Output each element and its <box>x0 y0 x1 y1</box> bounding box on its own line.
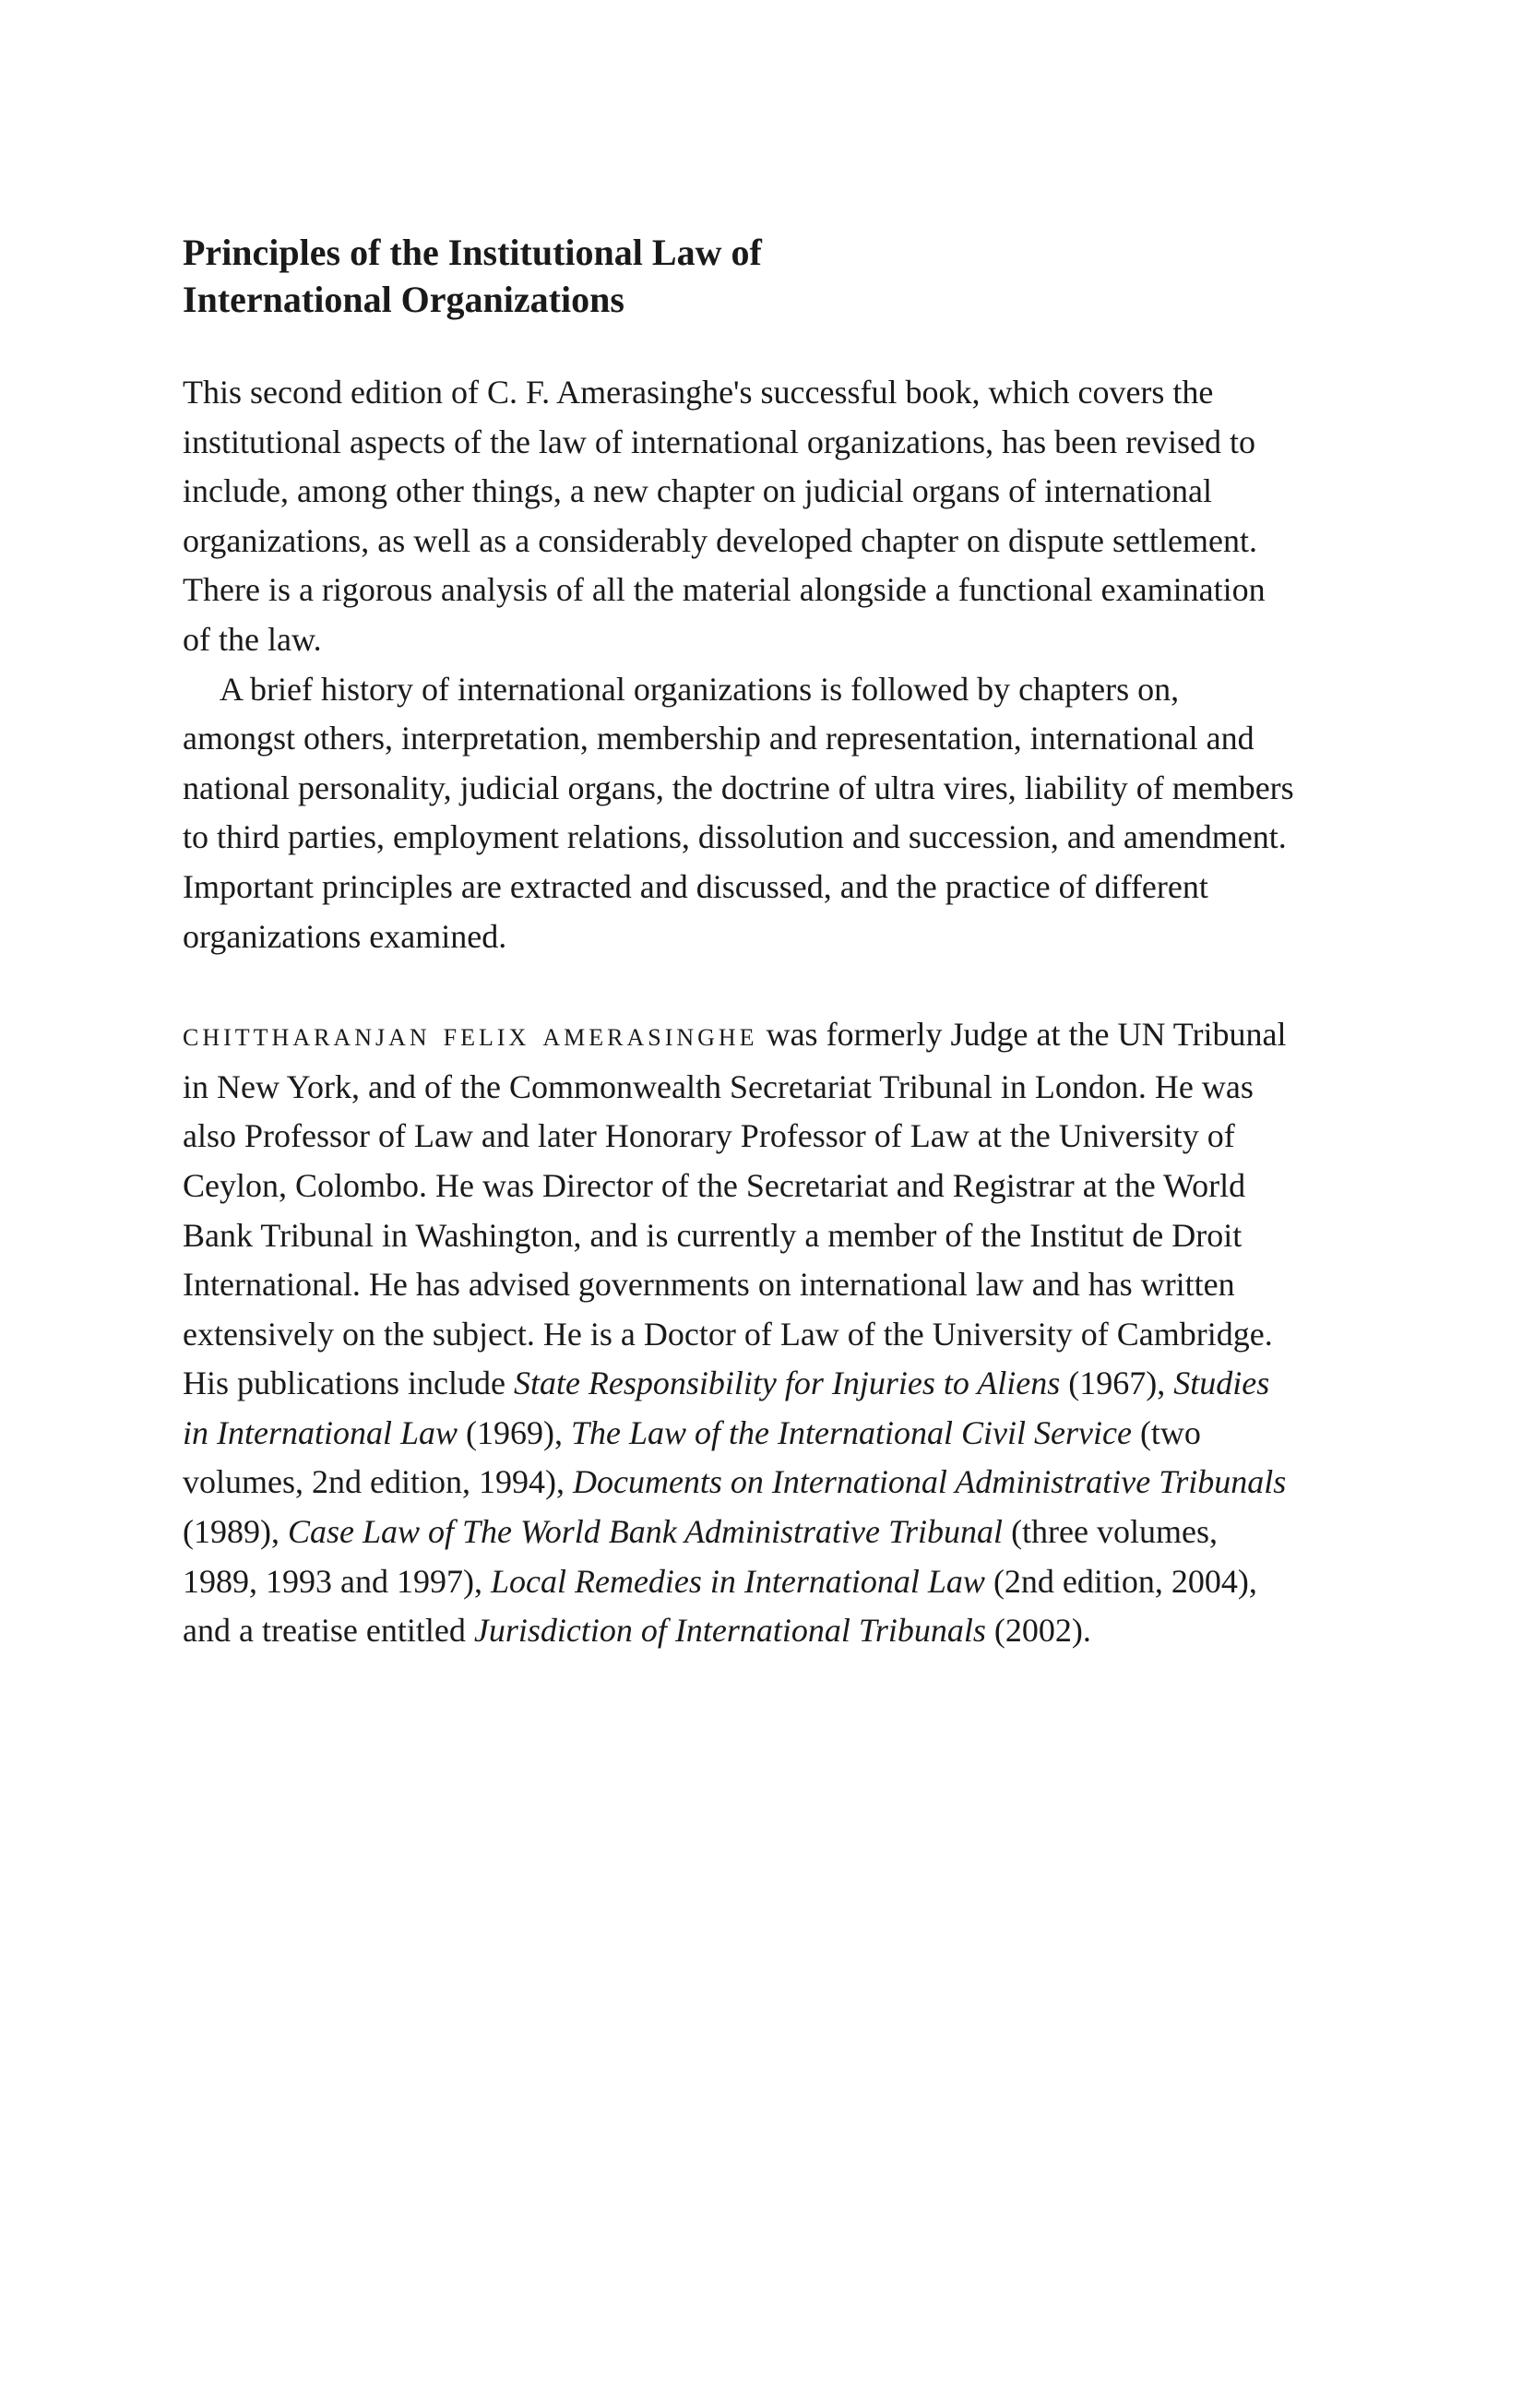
book-title-line-1: Principles of the Institutional Law of <box>183 232 762 273</box>
book-title <box>183 229 1299 323</box>
publication-detail: (1967), <box>1060 1365 1174 1402</box>
publication-title: Jurisdiction of International Tribunals <box>473 1612 986 1650</box>
publication-title: Studies in International Law <box>183 1365 1270 1451</box>
publication-detail: (three volumes, 1989, 1993 and 1997), <box>183 1513 1218 1600</box>
publication-detail: (two volumes, 2nd edition, 1994), <box>183 1413 1201 1501</box>
publication-title: Documents on International Administrative Tribunals <box>572 1463 1287 1501</box>
publication-detail: (2nd edition, 2004), and a treatise entitled <box>183 1562 1257 1650</box>
publication-detail: (1969), <box>458 1413 572 1451</box>
book-blurb <box>183 368 1299 961</box>
publication-title: Local Remedies in International Law <box>490 1562 985 1600</box>
book-title-line-2: International Organizations <box>183 279 624 320</box>
blurb-paragraph-2: A brief history of international organizations is followed by chapters on, amongst others, interpretation, membership and representation, international and national personality, judicial organs, the doctrine of ultra vires, liability of members to third parties, employment relations, dissolution and succession, and amendment. Important principles are extracted and discussed, and the practice of different organizations examined. <box>183 670 1294 955</box>
publication-detail: (2002). <box>985 1612 1091 1650</box>
blurb-paragraph-1: This second edition of C. F. Amerasinghe's successful book, which covers the institutional aspects of the law of international organizations, has been revised to include, among other things, a new chapter on judicial organs of international organizations, as well as a considerably developed chapter on dispute settlement. There is a rigorous analysis of all the material alongside a functional examination of the law. <box>183 374 1266 658</box>
publication-title: State Responsibility for Injuries to Aliens <box>513 1365 1061 1402</box>
publication-title: Case Law of The World Bank Administrative Tribunal <box>287 1513 1004 1551</box>
publication-title: The Law of the International Civil Service <box>571 1413 1132 1451</box>
author-bio-text: was formerly Judge at the UN Tribunal in New York, and of the Commonwealth Secretariat Tribunal in London. He was also Professor of Law and later Honorary Professor of Law at the University of Ceylon, Colombo. He was Director of the Secretariat and Registrar at the World Bank Tribunal in Washington, and is currently a member of the Institut de Droit International. He has advised governments on international law and has written extensively on the subject. He is a Doctor of Law of the University of Cambridge. His publications include <box>183 1016 1287 1402</box>
author-name-middle: FELIX <box>443 1024 530 1052</box>
author-name-first: CHITTHARANJAN <box>183 1024 431 1052</box>
author-bio-paragraph <box>183 1010 1299 1656</box>
author-bio <box>183 1010 1299 1656</box>
publication-detail: (1989), <box>183 1513 288 1551</box>
book-description-page <box>183 229 1299 1656</box>
author-name-last: AMERASINGHE <box>542 1024 758 1052</box>
